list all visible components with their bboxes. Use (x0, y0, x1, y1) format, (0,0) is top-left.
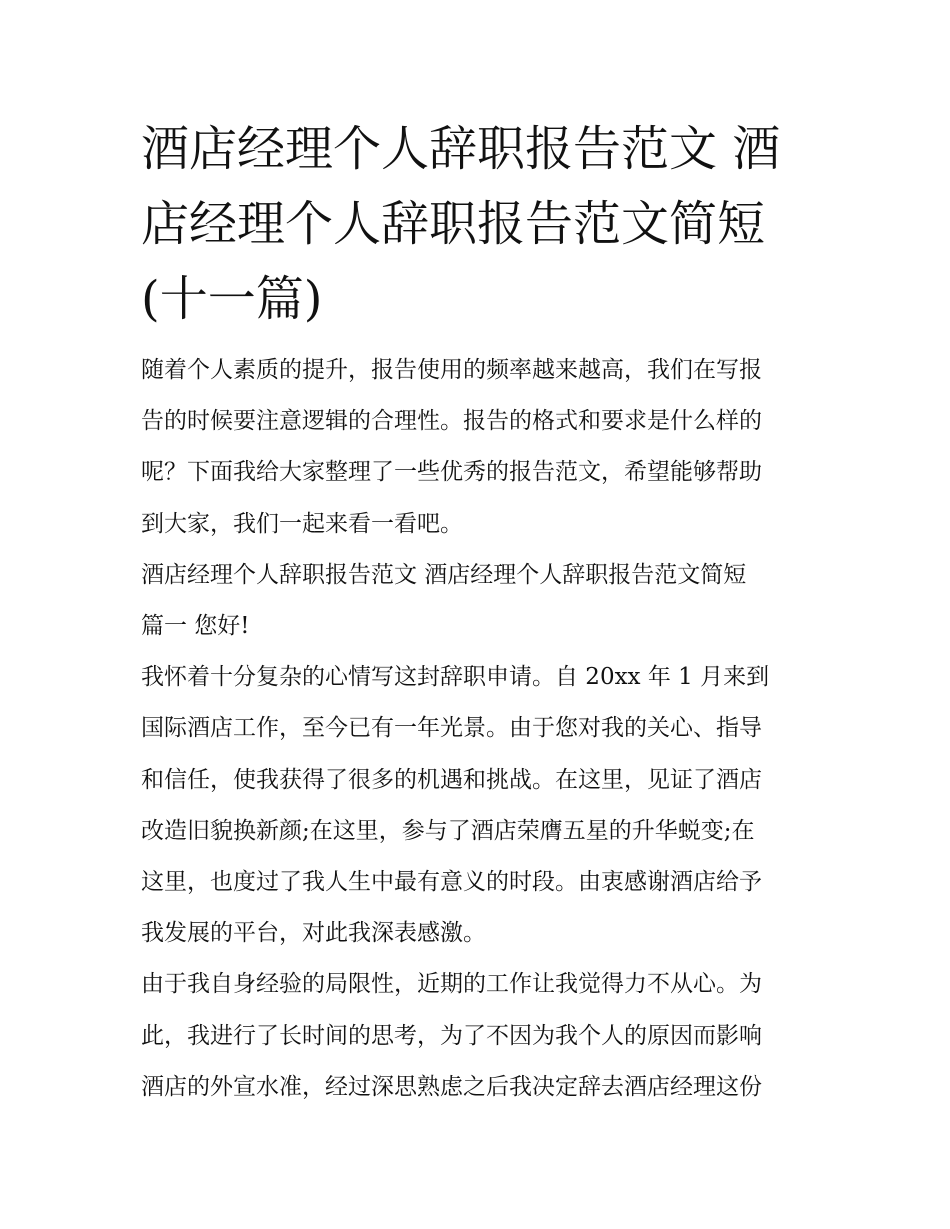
document-content (141, 112, 815, 1113)
body-paragraph (141, 959, 815, 1113)
title-line: (十一篇) (141, 271, 323, 327)
text-line: 告的时候要注意逻辑的合理性。报告的格式和要求是什么样的 (141, 408, 762, 435)
document-body (141, 345, 815, 1113)
text-line: 这里，也度过了我人生中最有意义的时段。由衷感谢酒店给予 (141, 869, 762, 896)
body-paragraph (141, 652, 815, 959)
title-line: 店经理个人辞职报告范文简短 (141, 196, 766, 252)
document-title (141, 112, 815, 337)
text-line: 到大家，我们一起来看一看吧。 (141, 510, 463, 537)
text-line: 和信任，使我获得了很多的机遇和挑战。在这里，见证了酒店 (141, 766, 762, 793)
title-line: 酒店经理个人辞职报告范文 酒 (141, 121, 781, 177)
text-line: 由于我自身经验的局限性，近期的工作让我觉得力不从心。为 (141, 971, 762, 998)
text-line: 酒店的外宣水准，经过深思熟虑之后我决定辞去酒店经理这份 (141, 1073, 762, 1100)
section-heading-paragraph (141, 550, 815, 652)
text-line: 我发展的平台，对此我深表感激。 (141, 920, 486, 947)
text-line: 改造旧貌换新颜;在这里，参与了酒店荣膺五星的升华蜕变;在 (141, 817, 755, 844)
text-line: 我怀着十分复杂的心情写这封辞职申请。自 20xx 年 1 月来到 (141, 664, 770, 691)
text-line: 酒店经理个人辞职报告范文 酒店经理个人辞职报告范文简短 (141, 561, 747, 588)
text-line: 呢？下面我给大家整理了一些优秀的报告范文，希望能够帮助 (141, 459, 762, 486)
text-line: 国际酒店工作，至今已有一年光景。由于您对我的关心、指导 (141, 715, 762, 742)
intro-paragraph (141, 345, 815, 550)
text-line: 篇一 您好! (141, 613, 250, 640)
text-line: 随着个人素质的提升，报告使用的频率越来越高，我们在写报 (141, 357, 762, 383)
text-line: 此，我进行了长时间的思考，为了不因为我个人的原因而影响 (141, 1022, 762, 1049)
